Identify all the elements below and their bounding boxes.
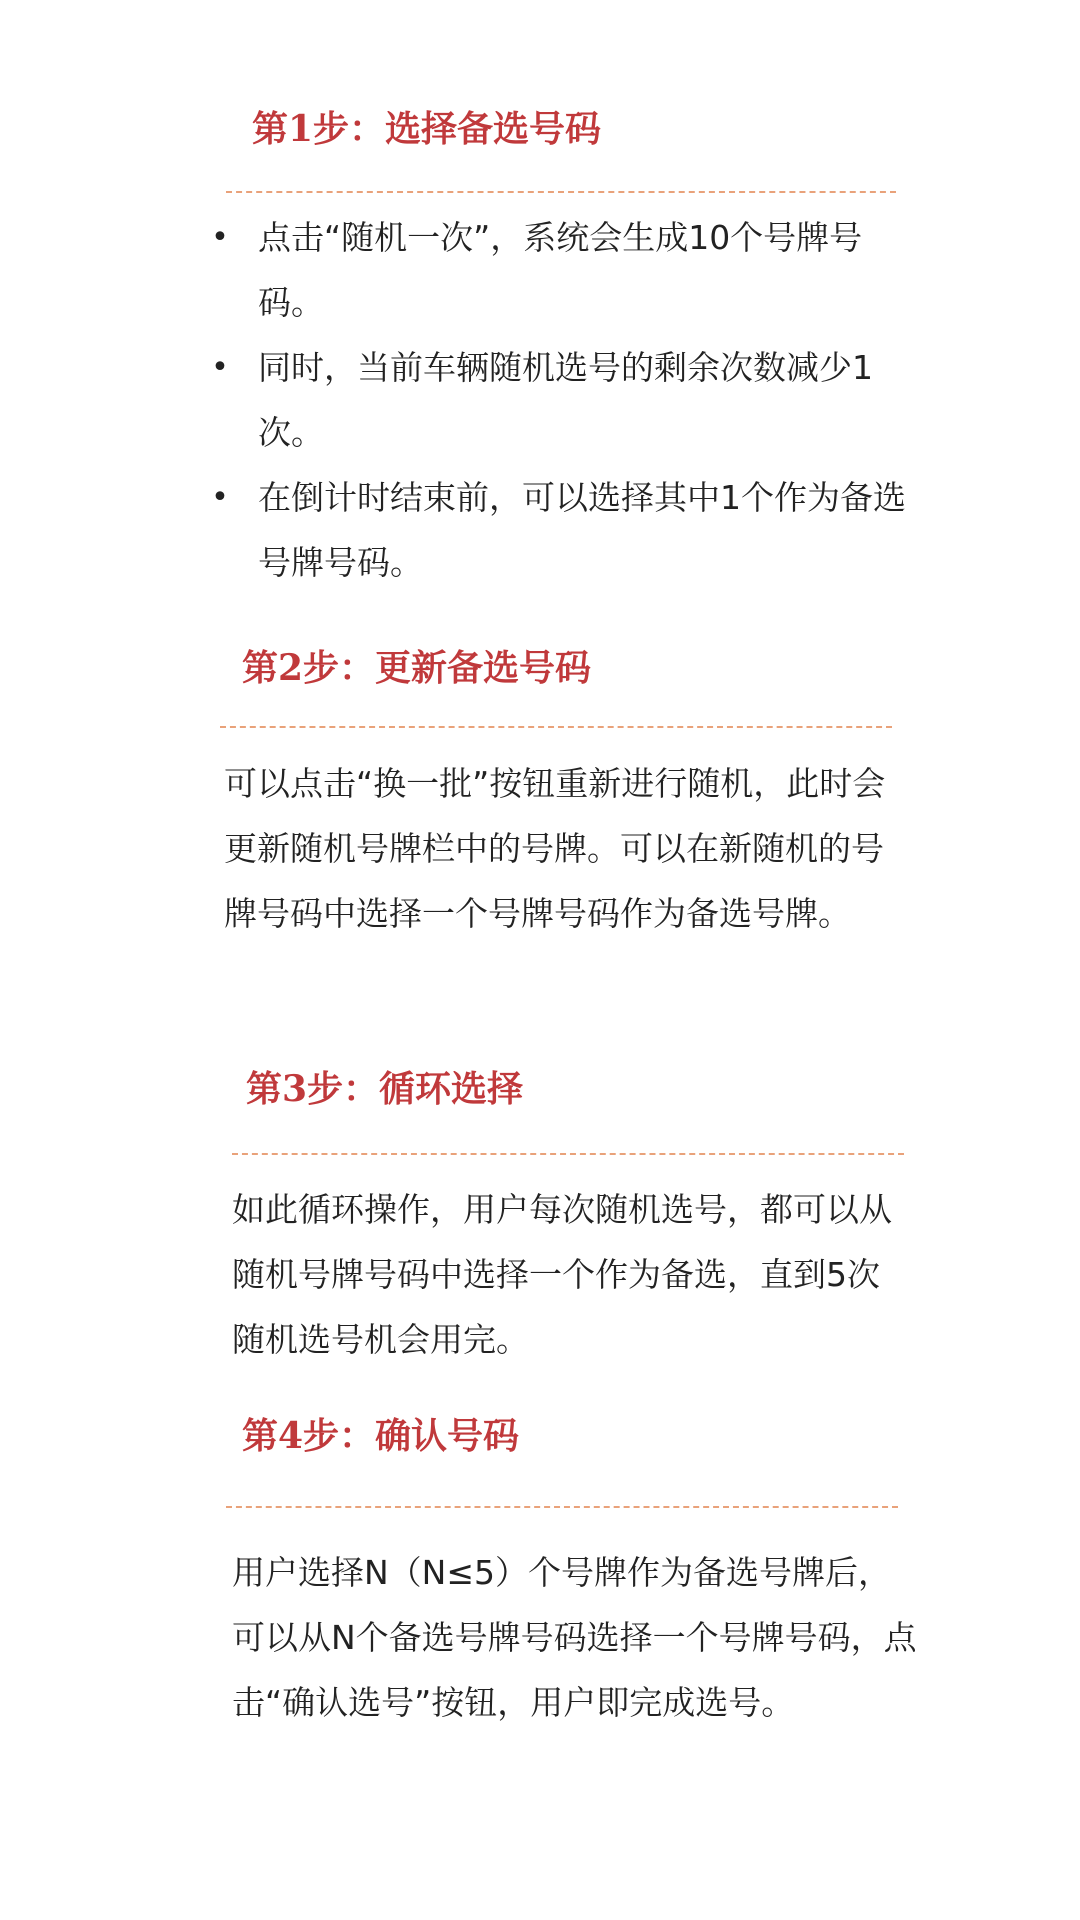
- bullet-icon: •: [211, 350, 229, 385]
- bullet-icon: •: [211, 480, 229, 515]
- list-item: [210, 465, 910, 595]
- step-2-heading: 第2步：更新备选号码: [242, 647, 592, 689]
- step-3-heading: 第3步：循环选择: [246, 1068, 524, 1110]
- step-1-divider: [226, 191, 896, 193]
- step-3-divider: [232, 1153, 904, 1155]
- list-item-text: 点击“随机一次”，系统会生成10个号牌号码。: [258, 218, 863, 322]
- step-2-paragraph: 可以点击“换一批”按钮重新进行随机，此时会更新随机号牌栏中的号牌。可以在新随机的号牌号码中选择一个号牌号码作为备选号牌。: [224, 764, 886, 933]
- list-item-text: 同时，当前车辆随机选号的剩余次数减少1次。: [258, 348, 873, 452]
- step-2-divider: [220, 726, 892, 728]
- list-item: [210, 335, 910, 465]
- step-1-bullet-list: [210, 205, 910, 595]
- step-4-heading: 第4步：确认号码: [242, 1415, 520, 1457]
- bullet-icon: •: [211, 220, 229, 255]
- list-item: [210, 205, 910, 335]
- step-1-heading: 第1步：选择备选号码: [252, 108, 602, 150]
- list-item-text: 在倒计时结束前，可以选择其中1个作为备选号牌号码。: [258, 478, 906, 582]
- step-3-paragraph: 如此循环操作，用户每次随机选号，都可以从随机号牌号码中选择一个作为备选，直到5次随机选号机会用完。: [232, 1190, 892, 1359]
- step-4-divider: [226, 1506, 898, 1508]
- step-4-paragraph: 用户选择N（N≤5）个号牌作为备选号牌后，可以从N个备选号牌号码选择一个号牌号码，点击“确认选号”按钮，用户即完成选号。: [232, 1553, 917, 1722]
